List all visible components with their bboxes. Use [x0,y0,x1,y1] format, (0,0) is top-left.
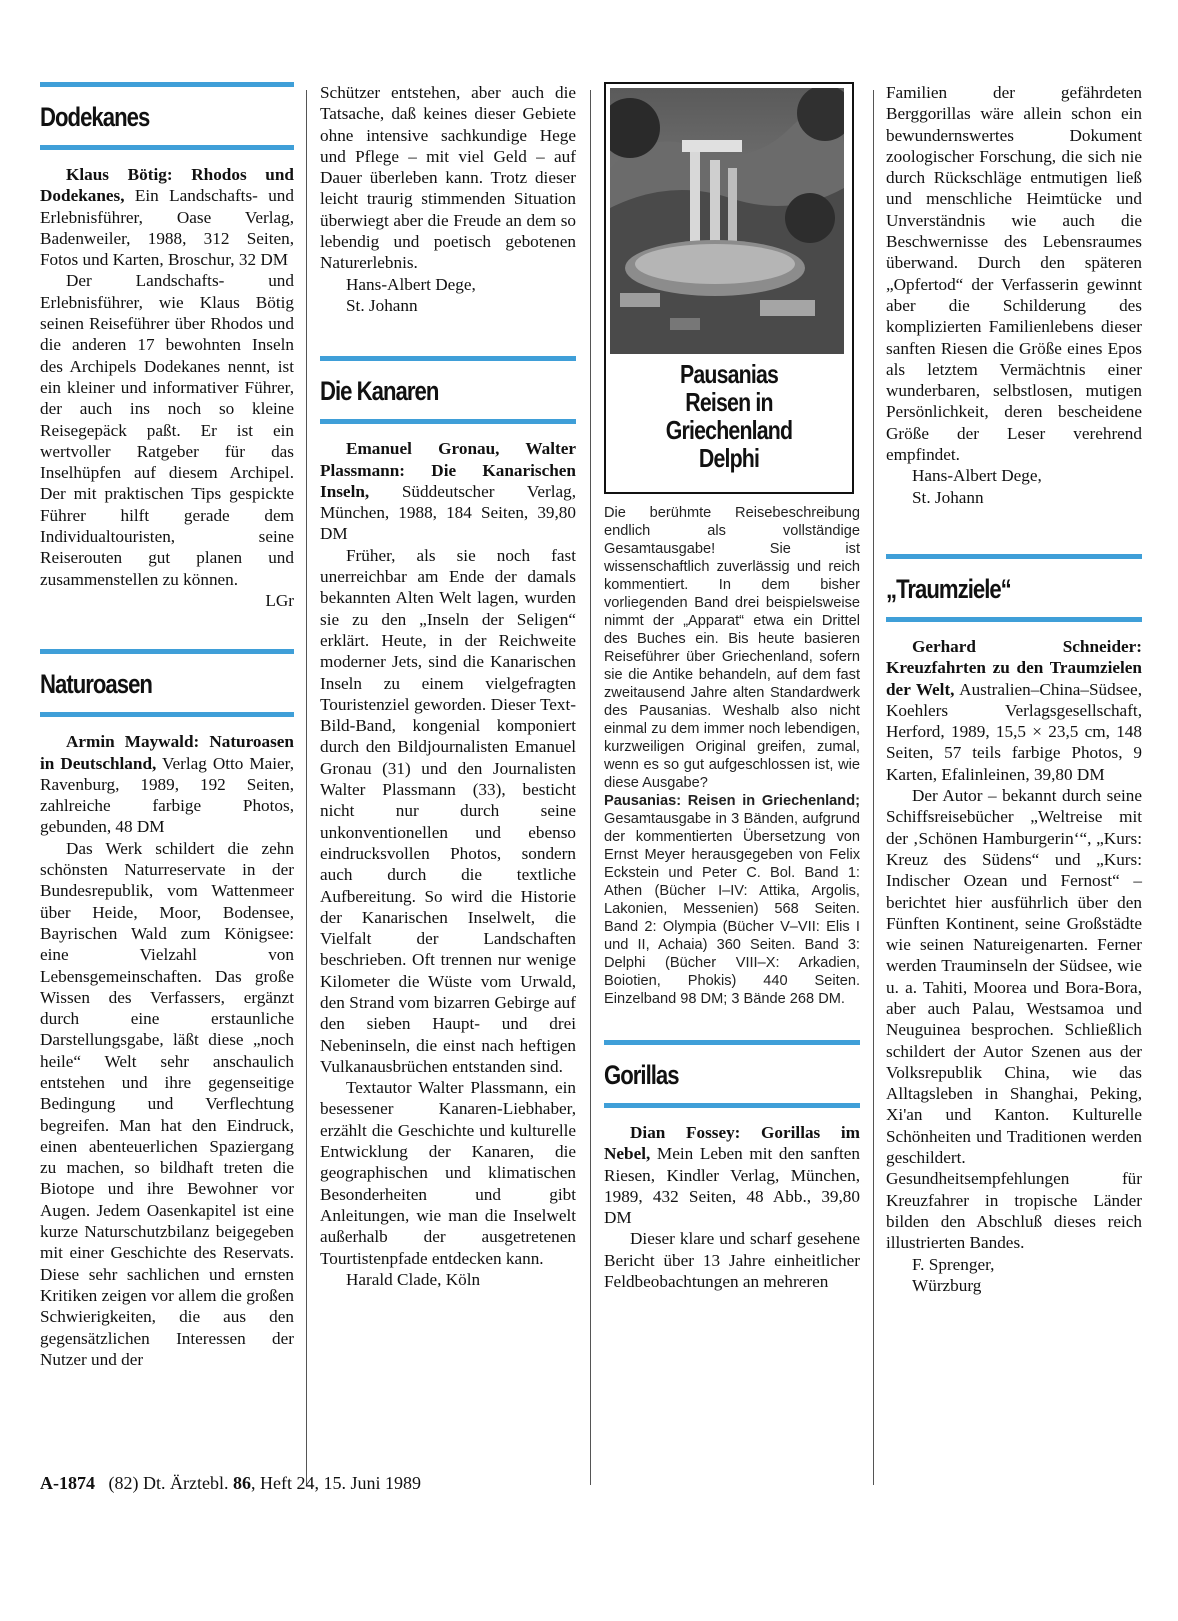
book-title: Gerhard Schneider: Kreuzfahrten zu den Traumzielen der Welt, [886,636,1142,699]
book-details: Süddeutscher Verlag, München, 1988, 184 Seiten, 39,80 DM [320,481,576,544]
book-details: Australien–China–Südsee, Koehlers Verlagsgesellschaft, Herford, 1989, 15,5 × 23,5 cm, 148 Seiten, 57 teils farbige Photos, 9 Karten, Efalinleinen, 39,80 DM [886,679,1142,784]
review-body: Das Werk schildert die zehn schönsten Naturreservate in der Bundesrepublik, vom Wattenmeer über Heide, Moor, Bodensee, Bayrischen Wald zum Königsee: eine Vielzahl von Lebensgemeinschaften. Das große Wissen des Verfassers, ergänzt durch eine erstaunliche Darstellungsgabe, läßt diese „noch heile“ Welt sehr anschaulich entstehen und ihre gegenseitige Bedingung und Verflechtung begreifen. Man hat den Eindruck, einen abenteuerlichen Spaziergang zu machen, so bildhaft treten die Biotope und ihre Bewohner vor Augen. Jedem Oasenkapitel ist eine kurze Naturschutzbilanz beigegeben mit einer Geschichte des Reservats. Diese sehr sachlichen und ernsten Kritiken zeigen vor allem die großen Schwierigkeiten, die aus den gegensätzlichen Interessen der Nutzer und der [40,838,294,1369]
book-reference [320,438,576,544]
section-rule [40,712,294,717]
review-signature: LGr [265,590,294,610]
book-title: Armin Maywald: Naturoasen in Deutschland, [40,732,294,773]
review-body: Der Autor – bekannt durch seine Schiffsreisebücher „Weltreise mit der ‚Schönen Hamburgerin‘“, „Kurs: Kreuz des Südens“ und „Kurs: Indischer Ozean und Fernost“ – berichtet hier ausführlich über den Fünften Kontinent, seine Großstädte wie seinen Natureigenarten. Ferner werden Trauminseln der Südsee, wie u. a. Tahiti, Moorea und Bora-Bora, aber auch Palau, Westsamoa und Neuguinea besprochen. Schließlich schildert der Autor Szenen aus der Volksrepublik China, wie das Alltagsleben in Shanghai, Peking, Xi'an und Kanton. Kulturelle Schönheiten und Traditionen werden geschildert. Gesundheitsempfehlungen für Kreuzfahrer in tropische Länder bilden den Abschluß dieses reich illustrierten Bandes. [886,786,1142,1253]
review-body: Dieser klare und scharf gesehene Bericht über 13 Jahre einheitlicher Feldbeobachtungen an mehreren [604,1229,860,1292]
review-body: Schützer entstehen, aber auch die Tatsache, daß keines dieser Gebiete ohne intensive sachkundige Hege und Pflege – mit viel Geld – auf Dauer überleben kann. Trotz dieser leicht traurig stimmenden Situation überwiegt aber die Freude an dem so lebendig und poetisch gebotenen Naturerlebnis. [320,83,576,273]
cover-title-line: Griechenland [665,415,793,445]
section-title-kanaren: Die Kanaren [320,376,439,407]
page-footer [40,1473,421,1494]
book-details: Ein Landschafts- und Erlebnisführer, Oase Verlag, Badenweiler, 1988, 312 Seiten, Fotos und Karten, Broschur, 32 DM [40,186,294,270]
section-rule [320,356,576,361]
book-reference [40,731,294,837]
review-signature-place: St. Johann [912,487,984,507]
review-body: Textautor Walter Plassmann, ein besessener Kanaren-Liebhaber, erzählt die Geschichte und kulturelle Entwicklung der Kanaren, die geographischen und klimatischen Besonderheiten und gibt Anleitungen, wie man die Inselwelt außerhalb der ausgetretenen Tourtistenpfade entdecken kann. [320,1078,576,1268]
review-signature: Hans-Albert Dege, [912,466,1042,486]
cover-title-line: Delphi [698,443,760,473]
footer-journal: (82) Dt. Ärztebl. [108,1473,233,1493]
book-title: Dian Fossey: Gorillas im Nebel, [604,1123,860,1164]
section-rule [320,419,576,424]
delphi-tholos-photo [610,88,844,354]
book-reference [886,636,1142,785]
book-title: Klaus Bötig: Rhodos und Dodekanes, [40,165,294,206]
section-title-traumziele: „Traumziele“ [886,573,1011,604]
column-4 [886,82,1142,1296]
column-divider [306,90,307,1485]
book-details: Verlag Otto Maier, Ravenburg, 1989, 192 Seiten, zahlreiche farbige Photos, gebunden, 48 DM [40,753,295,837]
book-reference [40,164,294,270]
book-reference [604,1122,860,1228]
section-title-naturoasen: Naturoasen [40,669,152,700]
book-title: Emanuel Gronau, Walter Plassmann: Die Kanarischen Inseln, [320,439,576,501]
column-divider [590,90,591,1485]
review-signature: F. Sprenger, [912,1254,995,1274]
column-2 [320,82,576,1290]
image-caption: Die berühmte Reisebeschreibung endlich als vollständige Gesamtausgabe! Sie ist wissenschaftlich zuverlässig und reich kommentiert. In dem bisher vorliegenden Band drei beispielsweise nimmt der „Apparat“ etwa ein Drittel des Buches ein. Bis heute basieren Reiseführer über Griechenland, sofern sie die Antike behandeln, auf dem fast zweitausend Jahre alten Standardwerk des Pausanias. Weshalb also nicht einmal zu dem immer noch lebendigen, kurzweiligen Original greifen, zumal, wenn es so gut aufgeschlossen ist, wie diese Ausgabe? [604,505,860,791]
book-title: Pausanias: Reisen in Griechenland; [604,793,860,809]
section-rule [40,649,294,654]
book-cover-image [604,82,854,494]
section-rule [604,1103,860,1108]
section-title-gorillas: Gorillas [604,1060,679,1090]
footer-issue: , Heft 24, 15. Juni 1989 [250,1473,421,1493]
caption-book-reference [604,792,860,1008]
review-body: Familien der gefährdeten Berggorillas wäre allein schon ein bewundernswertes Dokument zoologischer Forschung, die sich nie durch Rückschläge entmutigen ließ und menschliche Heimtücke und Unverständnis wie auch die Beschwernisse des Lebensraumes überwand. Durch den späteren „Opfertod“ der Verfasserin gewinnt aber die Schilderung des komplizierten Familienlebens dieser sanften Riesen die Größe eines Epos als letztem Vermächtnis einer wunderbaren, selbstlosen, mutigen Persönlichkeit, deren bescheidene Größe der Leser verehrend empfindet. [886,83,1142,465]
book-details: Mein Leben mit den sanften Riesen, Kindler Verlag, München, 1989, 432 Seiten, 48 Abb., 39,80 DM [604,1144,860,1228]
column-3 [604,82,860,1292]
column-divider [873,90,874,1485]
section-rule [40,145,294,150]
review-body: Der Landschafts- und Erlebnisführer, wie Klaus Bötig seinen Reiseführer über Rhodos und die anderen 17 bewohnten Inseln des Archipels Dodekanes nennt, ist ein kleiner und informativer Führer, der auch ins noch so kleine Reisegepäck paßt. Er ist ein wertvoller Ratgeber für das Inselhüpfen auf diesem Archipel. Der mit praktischen Tips gespickte Führer hilft gerade dem Individualtouristen, seine Reiserouten gut planen und zusammenstellen zu können. [40,271,294,589]
column-1 [40,82,294,1370]
review-body: Früher, als sie noch fast unerreichbar am Ende der damals bekannten Alten Welt lagen, wurden sie zu den „Inseln der Seligen“ erklärt. Heute, in der Reichweite moderner Jets, sind die Kanarischen Inseln zu einem vielgefragten Touristenziel geworden. Dieser Text-Bild-Band, kongenial komponiert durch den Bildjournalisten Emanuel Gronau (31) und den Journalisten Walter Plassmann (33), besticht nicht nur durch seine unkonventionellen und ebenso eindrucksvollen Photos, sondern auch durch die textliche Aufbereitung. So wird die Historie der Kanarischen Inselwelt, die Vielfalt der Landschaften beschrieben. Oft trennen nur wenige Kilometer die Wüste vom Urwald, den Strand vom bizarren Gebirge auf den sieben Haupt- und drei Nebeninseln, die einst nach heftigen Vulkanausbrüchen entstanden sind. [320,545,576,1076]
review-signature: Harald Clade, Köln [346,1269,481,1289]
section-rule [604,1040,860,1045]
section-rule [886,554,1142,559]
section-rule [886,617,1142,622]
page-number: A-1874 [40,1473,95,1493]
book-details: Gesamtausgabe in 3 Bänden, aufgrund der kommentierten Übersetzung von Ernst Meyer herausgegeben von Felix Eckstein und Peter C. Bol. Band 1: Athen (Bücher I–IV: Attika, Argolis, Lakonien, Messenien) 568 Seiten. Band 2: Olympia (Bücher V–VII: Elis I und II, Achaia) 360 Seiten. Band 3: Delphi (Bücher VIII–X: Arkadien, Boiotien, Phokis) 440 Seiten. Einzelband 98 DM; 3 Bände 268 DM. [604,811,860,1007]
footer-volume: 86 [232,1473,251,1493]
section-rule [40,82,294,87]
review-signature-place: St. Johann [346,295,418,315]
review-signature-place: Würzburg [912,1275,982,1295]
section-title-dodekanes: Dodekanes [40,102,150,132]
review-signature: Hans-Albert Dege, [346,274,476,294]
cover-title-line: Pausanias [679,359,779,389]
book-cover-title [628,360,830,472]
cover-title-line: Reisen in [685,387,773,417]
